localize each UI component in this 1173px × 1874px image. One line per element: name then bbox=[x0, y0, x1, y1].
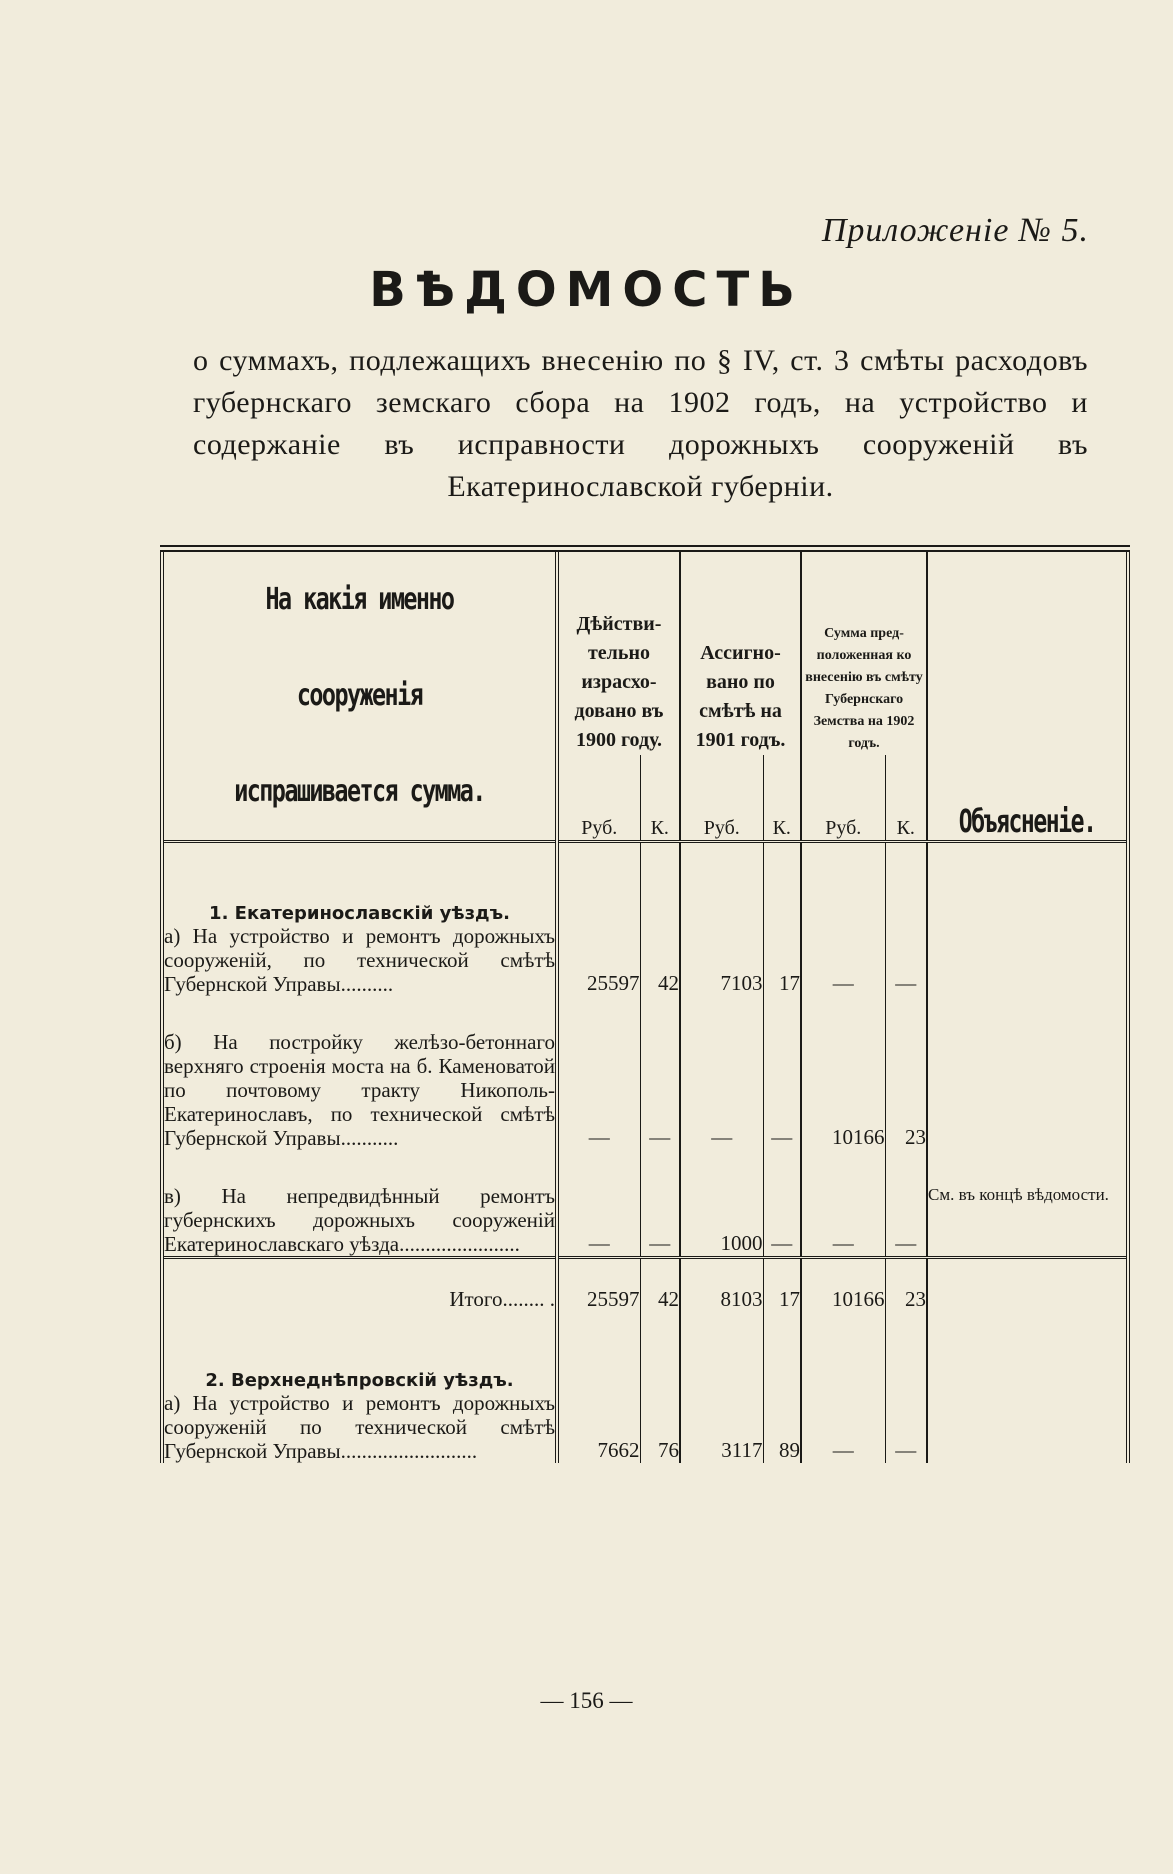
unit-rub-1: Руб. bbox=[557, 755, 640, 842]
total-rub-1902: 10166 bbox=[801, 1258, 885, 1313]
cell-kop-1901: — bbox=[763, 1184, 801, 1258]
appendix-label: Приложеніе № 5. bbox=[821, 212, 1089, 249]
table-row bbox=[162, 924, 1128, 996]
cell-rub-1902: — bbox=[801, 1184, 885, 1258]
cell-rub-1900: — bbox=[557, 1030, 640, 1150]
cell-kop-1900: 42 bbox=[640, 924, 680, 996]
cell-rub-1900: — bbox=[557, 1184, 640, 1258]
cell-rub-1901: 3117 bbox=[680, 1391, 763, 1463]
total-kop-1901: 17 bbox=[763, 1258, 801, 1313]
document-title: ВѢДОМОСТЬ bbox=[369, 262, 804, 318]
document-subtitle: о суммахъ, подлежащихъ внесенію по § IV, ст. 3 смѣты расходовъ губернскаго земскаго сбора на 1902 годъ, на устройство и содержаніе въ исправности дорожныхъ сооруженій въ Екатеринославской губерніи. bbox=[193, 344, 1088, 503]
row-description: б) На постройку желѣзо-бетоннаго верхняго строенія моста на б. Каменоватой по почтовому тракту Никополь-Екатеринославъ, по технической смѣтѣ Губернской Управы........... bbox=[164, 1030, 555, 1150]
header-name-column bbox=[162, 549, 557, 842]
cell-rub-1902: — bbox=[801, 924, 885, 996]
unit-kop-2: К. bbox=[763, 755, 801, 842]
cell-rub-1902: — bbox=[801, 1391, 885, 1463]
cell-kop-1902: — bbox=[885, 1391, 927, 1463]
total-label: Итого........ . bbox=[162, 1258, 557, 1313]
cell-kop-1901: 17 bbox=[763, 924, 801, 996]
total-rub-1901: 8103 bbox=[680, 1258, 763, 1313]
total-kop-1902: 23 bbox=[885, 1258, 927, 1313]
total-kop-1900: 42 bbox=[640, 1258, 680, 1313]
cell-kop-1900: — bbox=[640, 1184, 680, 1258]
header-name-line1: На какія именно сооруженія bbox=[265, 582, 454, 713]
cell-note bbox=[927, 924, 1128, 996]
unit-kop-1: К. bbox=[640, 755, 680, 842]
cell-note bbox=[927, 1030, 1128, 1150]
header-spent-1900: Дѣйстви- тельно израсхо- довано въ 1900 году. bbox=[557, 549, 680, 755]
row-description: а) На устройство и ремонтъ дорожныхъ сооруженій, по технической смѣтѣ Губернской Управы.......... bbox=[164, 924, 555, 996]
cell-rub-1900: 25597 bbox=[557, 924, 640, 996]
header-explanation: Объясненіе. bbox=[955, 549, 1100, 842]
section-title: 1. Екатеринославскій уѣздъ. bbox=[162, 842, 557, 925]
unit-rub-2: Руб. bbox=[680, 755, 763, 842]
page-number: — 156 — bbox=[540, 1688, 633, 1713]
table-row bbox=[162, 1184, 1128, 1258]
cell-kop-1900: 76 bbox=[640, 1391, 680, 1463]
cell-rub-1900: 7662 bbox=[557, 1391, 640, 1463]
cell-kop-1902: — bbox=[885, 1184, 927, 1258]
cell-kop-1902: — bbox=[885, 924, 927, 996]
section-title: 2. Верхнеднѣпровскій уѣздъ. bbox=[162, 1312, 557, 1391]
cell-note bbox=[927, 1391, 1128, 1463]
total-rub-1900: 25597 bbox=[557, 1258, 640, 1313]
cell-rub-1901: 7103 bbox=[680, 924, 763, 996]
cell-kop-1901: — bbox=[763, 1030, 801, 1150]
row-description: в) На непредвидѣнный ремонтъ губернскихъ дорожныхъ сооруженій Екатеринославскаго уѣзда....................... bbox=[164, 1184, 555, 1256]
cell-rub-1901: — bbox=[680, 1030, 763, 1150]
cell-rub-1901: 1000 bbox=[680, 1184, 763, 1258]
header-assigned-1901: Ассигно- вано по смѣтѣ на 1901 годъ. bbox=[680, 549, 801, 755]
unit-rub-3: Руб. bbox=[801, 755, 885, 842]
unit-kop-3: К. bbox=[885, 755, 927, 842]
header-name-line2: испрашивается сумма. bbox=[234, 774, 485, 809]
cell-rub-1902: 10166 bbox=[801, 1030, 885, 1150]
cell-note: См. въ концѣ вѣдомости. bbox=[927, 1184, 1128, 1258]
total-row bbox=[162, 1258, 1128, 1313]
header-proposed-1902: Сумма пред- положенная ко внесенію въ смѣту Губернскаго Земства на 1902 годъ. bbox=[801, 549, 927, 755]
table-row bbox=[162, 1030, 1128, 1150]
estimate-table bbox=[160, 545, 1130, 1463]
cell-kop-1902: 23 bbox=[885, 1030, 927, 1150]
table-row bbox=[162, 1391, 1128, 1463]
cell-kop-1900: — bbox=[640, 1030, 680, 1150]
row-description: а) На устройство и ремонтъ дорожныхъ сооруженій по технической смѣтѣ Губернской Управы.......................... bbox=[164, 1391, 555, 1463]
cell-kop-1901: 89 bbox=[763, 1391, 801, 1463]
